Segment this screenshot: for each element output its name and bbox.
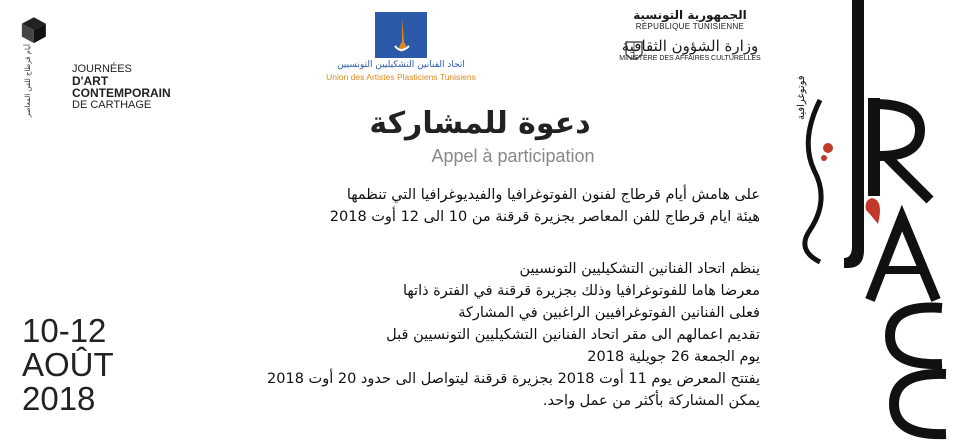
event-date — [22, 314, 114, 416]
jracc-arabic: فوتوغرافية — [796, 75, 807, 120]
jacc-line-3: CONTEMPORAIN — [72, 86, 171, 100]
ministry-arabic: وزارة الشؤون الثقافية — [621, 37, 759, 55]
jacc-logo-text — [72, 63, 171, 111]
republic-french: RÉPUBLIQUE TUNISIENNE — [635, 22, 745, 31]
jracc-letter-c1 — [890, 308, 942, 365]
body-line: يفتتح المعرض يوم 11 أوت 2018 بجزيرة قرقنة ليتواصل الى حدود 20 أوت 2018 — [267, 371, 760, 387]
jracc-letter-r — [874, 98, 930, 200]
body-line: معرضا هاما للفوتوغرافيا وذلك بجزيرة قرقنة في الفترة ذاتها — [402, 283, 760, 299]
uapt-logo-square — [375, 12, 427, 58]
page-title-french: Appel à participation — [431, 146, 595, 166]
jracc-logo — [790, 0, 960, 446]
date-month: AOÛT — [22, 346, 114, 383]
jacc-line-4: DE CARTHAGE — [72, 99, 152, 111]
uapt-brush-icon — [375, 12, 427, 58]
republic-arabic: الجمهورية التونسية — [633, 8, 747, 22]
body-line: ينظم اتحاد الفنانين التشكيليين التونسيين — [519, 261, 760, 277]
page-title-arabic: دعوة للمشاركة — [369, 106, 591, 141]
jacc-line-1: JOURNÉES — [72, 63, 132, 75]
jacc-logo-arabic: أيام قرطاج للفن المعاصر — [24, 44, 32, 118]
body-paragraph-2 — [200, 258, 760, 412]
uapt-logo-arabic: اتحاد الفنانين التشكيليين التونسيين — [337, 60, 465, 70]
tunisia-emblem-icon — [624, 40, 644, 64]
body-line: يوم الجمعة 26 جويلية 2018 — [587, 349, 760, 365]
body-line: هيئة ايام قرطاج للفن المعاصر بجزيرة قرقنة من 10 الى 12 أوت 2018 — [329, 209, 760, 225]
body-line: على هامش أيام قرطاج لفنون الفوتوغرافيا والفيديوغرافيا التي تنظمها — [346, 187, 760, 203]
jacc-line-2: D'ART — [72, 74, 109, 88]
date-days: 10-12 — [22, 312, 107, 349]
date-year: 2018 — [22, 380, 96, 417]
jracc-letter-c2 — [894, 374, 946, 434]
uapt-logo-french: Union des Artistes Plasticiens Tunisiens — [326, 72, 476, 82]
jracc-letter-a — [870, 218, 936, 300]
body-line: يمكن المشاركة بأكثر من عمل واحد. — [542, 393, 760, 409]
body-line: تقديم اعمالهم الى مقر اتحاد الفنانين التشكيليين التونسيين قبل — [386, 327, 760, 343]
body-paragraph-1 — [200, 184, 760, 228]
ministry-french: MINISTÈRE DES AFFAIRES CULTURELLES — [619, 55, 761, 62]
body-line: فعلى الفنانين الفوتوغرافيين الراغبين في المشاركة — [458, 305, 760, 321]
